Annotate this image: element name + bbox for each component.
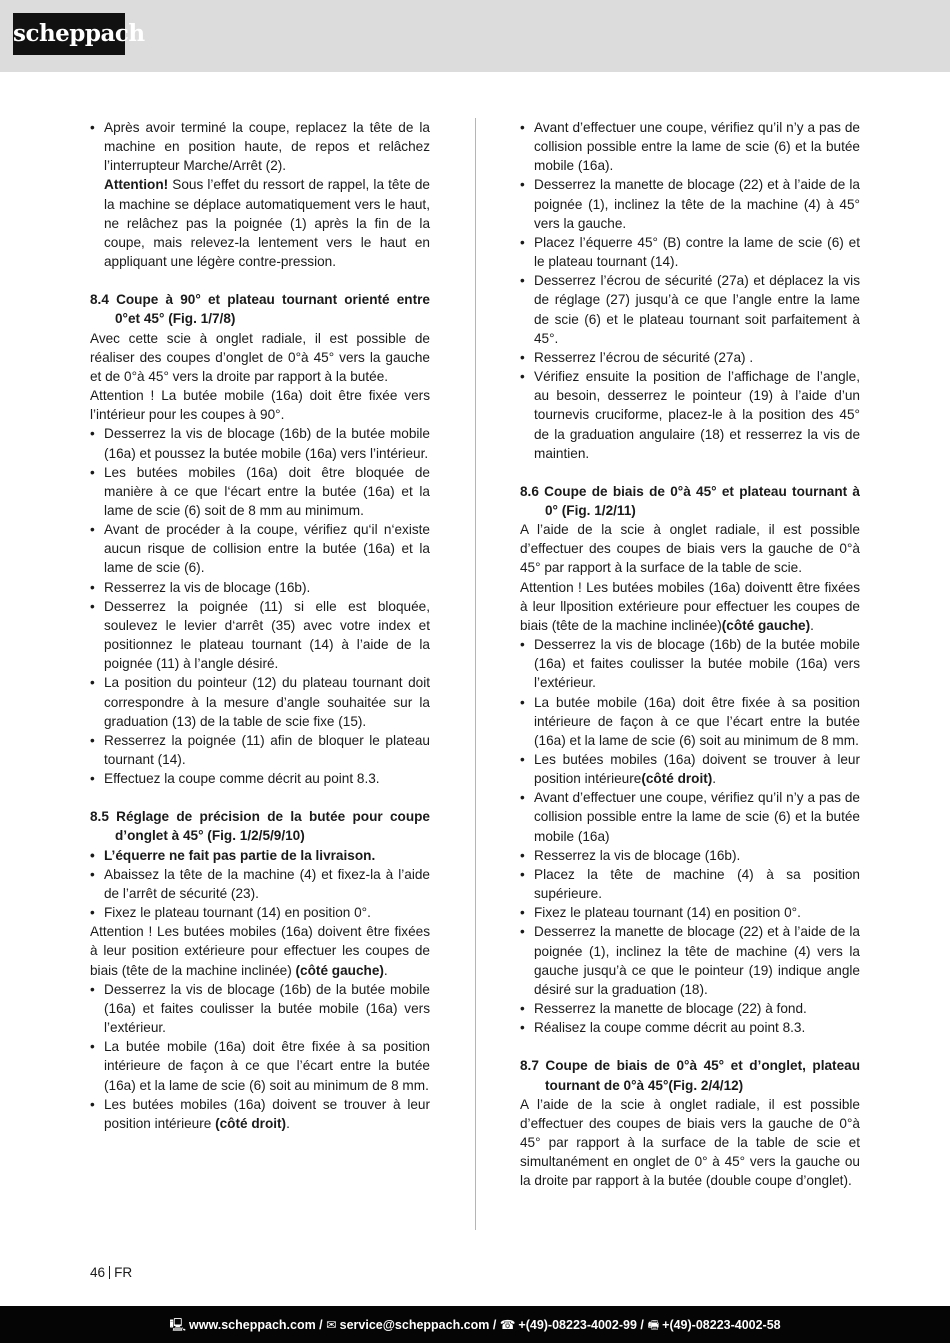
footer-phone: +(49)-08223-4002-99 / [518,1318,644,1332]
list-item: • Desserrez la poignée (11) si elle est bloquée, soulevez le levier d‘arrêt (35) avec votre index et positionnez le plateau tournant (14) à l’aide de la poignée (11) à l’angle désiré. [90,597,430,674]
list-item: • La butée mobile (16a) doit être fixée à sa position intérieure de façon à ce que l’écart entre la butée (16a) et la lame de scie (6) soit au minimum de 8 mm. [90,1037,430,1094]
list-item: • La position du pointeur (12) du plateau tournant doit correspondre à la mesure d’angle souhaitée sur la graduation (13) de la table de scie fixe (15). [90,673,430,730]
list-item: • Réalisez la coupe comme décrit au point 8.3. [520,1018,860,1037]
footer-fax: +(49)-08223-4002-58 [662,1318,781,1332]
right-column [520,118,860,1190]
list-item: • Abaissez la tête de la machine (4) et fixez-la à l’aide de l’arrêt de sécurité (23). [90,865,430,903]
list-item: • Desserrez la manette de blocage (22) et à l’aide de la poignée (1), inclinez la tête de la machine (4) à 45° vers la gauche. [520,175,860,232]
list-item: • Effectuez la coupe comme décrit au point 8.3. [90,769,430,788]
left-column [90,118,430,1133]
list-item [520,750,860,788]
list-item: • Placez la tête de machine (4) à sa position supérieure. [520,865,860,903]
steps-list-8-4 [90,424,430,788]
attention-label: Attention! [104,177,169,193]
attention-emphasis: (côté gauche) [295,962,384,978]
item-text: Les butées mobiles (16a) doivent se trouver à leur position intérieure [534,752,860,787]
page-number [90,1265,132,1280]
list-item: • Les butées mobiles (16a) doit être bloquée de manière à ce que l‘écart entre la butée (16a) et la lame de scie (6) soit de 8 mm au minimum. [90,463,430,520]
page-separator [109,1266,110,1279]
mail-icon: ✉ [326,1317,337,1332]
intro-list [90,118,430,175]
list-item: • Desserrez la manette de blocage (22) et à l’aide de la poignée (1), inclinez la tête de machine (4) vers la gauche jusqu’à ce que le pointeur (19) indique angle désiré sur la graduation (18). [520,922,860,999]
list-item: • Vérifiez ensuite la position de l’affichage de l’angle, au besoin, desserrez le pointeur (19) à l’aide d’un tournevis cruciforme, placez-le à la position des 45° de la graduation angulaire (18) et resserrez la vis de maintien. [520,367,860,463]
section-heading-8-7: 8.7 Coupe de biais de 0°à 45° et d’onglet, plateau tournant de 0°à 45°(Fig. 2/4/12) [520,1058,860,1093]
header-band [0,0,950,72]
item-end: . [712,771,717,787]
list-item: • Resserrez la vis de blocage (16b). [90,578,430,597]
list-item: • Avant d’effectuer une coupe, vérifiez qu’il n’y a pas de collision possible entre la lame de scie (6) et la butée mobile (16a). [520,118,860,175]
attention-text: Sous l’effet du ressort de rappel, la tête de la machine se déplace automatiquement vers le haut, ne relâchez pas la poignée (1) après la fin de la coupe, mais relevez-la lentement vers le haut en appliquant une légère contre-pression. [104,177,430,270]
item-end: . [286,1115,290,1131]
attention-note [90,175,430,271]
list-item: • Fixez le plateau tournant (14) en position 0°. [90,903,430,922]
list-item: • Desserrez l’écrou de sécurité (27a) et déplacez la vis de réglage (27) jusqu’à ce que l’angle entre la lame de scie (6) et le plateau tournant soit parfaitement à 45°. [520,271,860,348]
list-item: • Fixez le plateau tournant (14) en position 0°. [520,903,860,922]
steps-list-8-6 [520,635,860,1037]
computer-icon: 🖳 [169,1317,187,1332]
list-item: • Resserrez la poignée (11) afin de bloquer le plateau tournant (14). [90,731,430,769]
list-item: • Avant de procéder à la coupe, vérifiez qu‘il n‘existe aucun risque de collision entre la butée (16a) et la lame de scie (6). [90,520,430,577]
attention-end: . [383,962,388,978]
attention-text: Attention ! Les butées mobiles (16a) doiventt être fixées à leur llposition extérieure pour effectuer les coupes de biais (tête de la machine inclinée) [520,579,860,633]
attention-note [520,578,860,635]
attention-emphasis: (côté gauche) [721,617,811,633]
list-item: • Resserrez l’écrou de sécurité (27a) . [520,348,860,367]
list-item [90,1095,430,1133]
fax-icon: 🖷 [647,1317,660,1332]
list-item: • La butée mobile (16a) doit être fixée à sa position intérieure de façon à ce que l’écart entre la butée (16a) et la lame de scie (6) soit au minimum de 8 mm. [520,693,860,750]
steps-list-8-5a [90,846,430,923]
column-divider [475,118,476,1230]
paragraph: A l’aide de la scie à onglet radiale, il est possible d’effectuer des coupes de biais vers la gauche de 0°à 45° par rapport à la surface de la table de scie et simultanément en onglet de 0° à 45° vers la gauche ou la droite par rapport à la butée (double coupe d’onglet). [520,1096,860,1189]
attention-note [90,922,430,979]
section-heading-8-5: 8.5 Réglage de précision de la butée pour coupe d’onglet à 45° (Fig. 1/2/5/9/10) [90,809,430,844]
brand-logo: scheppach [13,13,125,55]
footer-bar [0,1306,950,1343]
paragraph: A l’aide de la scie à onglet radiale, il est possible d’effectuer des coupes de biais vers la gauche de 0°à 45° par rapport à la surface de la table de scie. [520,522,860,576]
list-item: • Après avoir terminé la coupe, replacez la tête de la machine en position haute, de repos et relâchez l’interrupteur Marche/Arrêt (2). [90,118,430,175]
attention-text: Attention ! Les butées mobiles (16a) doivent être fixées à leur position extérieure pour effectuer les coupes de biais (tête de la machine inclinée) [90,924,430,978]
item-emphasis: (côté droit) [215,1115,287,1131]
list-item: • Desserrez la vis de blocage (16b) de la butée mobile (16a) et faites coulisser la butée mobile (16a) vers l’extérieur. [90,980,430,1037]
section-heading-8-4: 8.4 Coupe à 90° et plateau tournant orienté entre 0°et 45° (Fig. 1/7/8) [90,292,430,327]
list-item: • Placez l’équerre 45° (B) contre la lame de scie (6) et le plateau tournant (14). [520,233,860,271]
page-language: FR [114,1265,133,1280]
attention-end: . [810,617,814,633]
list-item: • Avant d’effectuer une coupe, vérifiez qu’il n’y a pas de collision possible entre la lame de scie (6) et la butée mobile (16a) [520,788,860,845]
paragraph: Attention ! La butée mobile (16a) doit être fixée vers l’intérieur pour les coupes à 90°. [90,388,430,423]
footer-email[interactable]: service@scheppach.com / [339,1318,497,1332]
list-item: • Desserrez la vis de blocage (16b) de la butée mobile (16a) et faites coulisser la butée mobile (16a) vers l’extérieur. [520,635,860,692]
list-item: • L’équerre ne fait pas partie de la livraison. [90,846,430,865]
list-item: • Resserrez la manette de blocage (22) à fond. [520,999,860,1018]
phone-icon: ☎ [499,1317,516,1332]
steps-list-8-5b [90,980,430,1133]
item-text: Les butées mobiles (16a) doivent se trouver à leur position intérieure [104,1096,430,1131]
footer-website[interactable]: www.scheppach.com / [189,1318,323,1332]
page-number-value: 46 [90,1265,106,1280]
paragraph: Avec cette scie à onglet radiale, il est possible de réaliser des coupes d’onglet de 0°à 45° vers la gauche et de 0°à 45° vers la droite par rapport à la butée. [90,330,430,384]
item-emphasis: (côté droit) [641,771,713,787]
steps-list-continued [520,118,860,463]
section-heading-8-6: 8.6 Coupe de biais de 0°à 45° et plateau tournant à 0° (Fig. 1/2/11) [520,483,860,518]
list-item: • Desserrez la vis de blocage (16b) de la butée mobile (16a) et poussez la butée mobile (16a) vers l’intérieur. [90,424,430,462]
list-item: • Resserrez la vis de blocage (16b). [520,846,860,865]
